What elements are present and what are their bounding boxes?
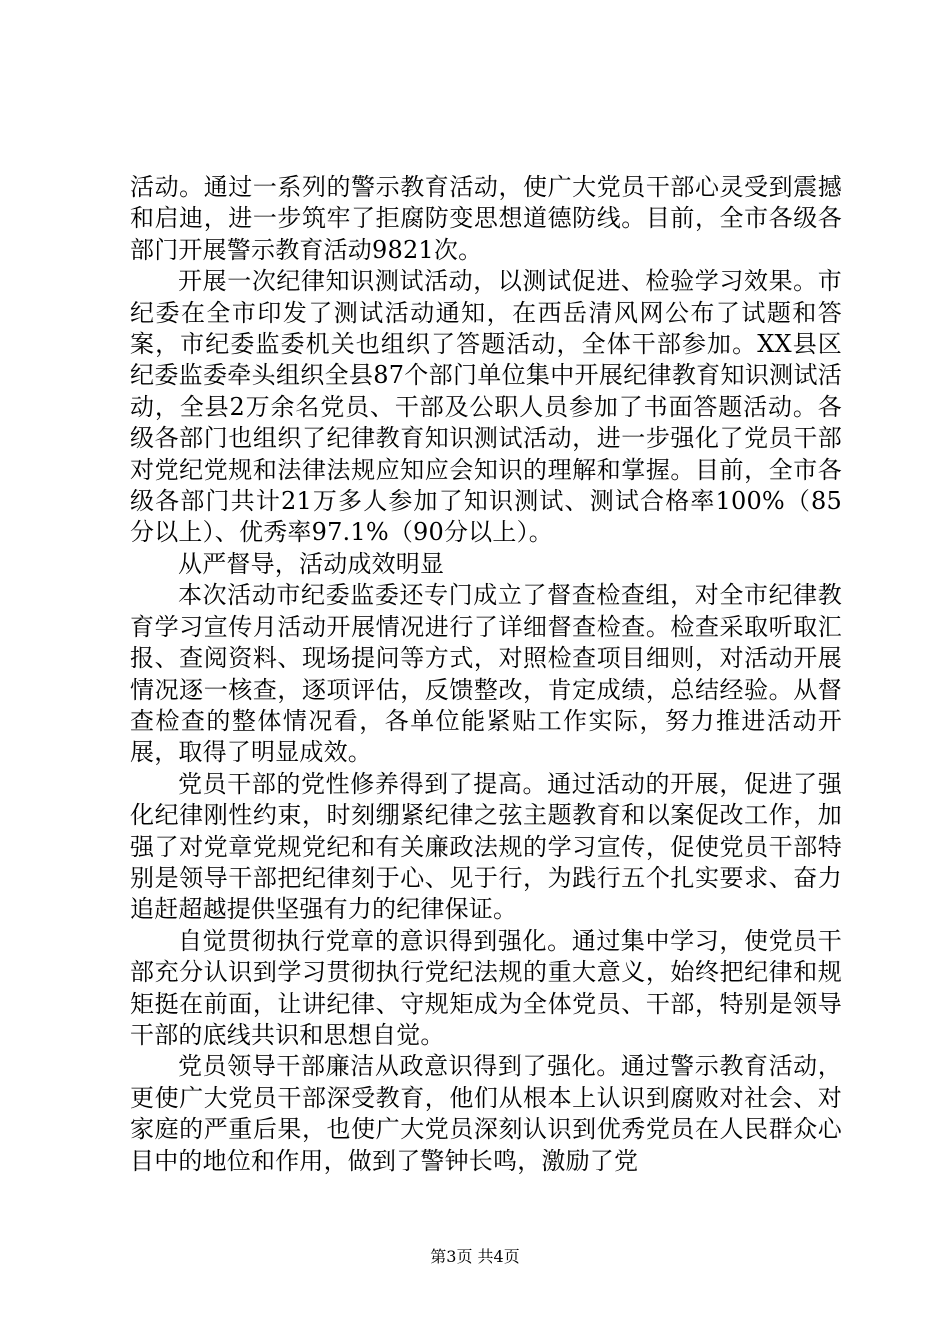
page-footer: 第3页 共4页 [430, 1247, 520, 1266]
paragraph-2: 开展一次纪律知识测试活动，以测试促进、检验学习效果。市纪委在全市印发了测试活动通知，在西岳清风网公布了试题和答案，市纪委监委机关也组织了答题活动，全体干部参加。XX县区纪委监委牵头组织全县87个部门单位集中开展纪律教育知识测试活动，全县2万余名党员、干部及公职人员参加了书面答题活动。各级各部门也组织了纪律教育知识测试活动，进一步强化了党员干部对党纪党规和法律法规应知应会知识的理解和掌握。目前，全市各级各部门共计21万多人参加了知识测试、测试合格率100%（85分以上）、优秀率97.1%（90分以上）。 [130, 267, 842, 547]
paragraph-4: 党员干部的党性修养得到了提高。通过活动的开展，促进了强化纪律刚性约束，时刻绷紧纪律之弦主题教育和以案促改工作，加强了对党章党规党纪和有关廉政法规的学习宣传，促使党员干部特别是领导干部把纪律刻于心、见于行，为践行五个扎实要求、奋力追赶超越提供坚强有力的纪律保证。 [130, 769, 842, 924]
paragraph-3: 本次活动市纪委监委还专门成立了督查检查组，对全市纪律教育学习宣传月活动开展情况进行了详细督查检查。检查采取听取汇报、查阅资料、现场提问等方式，对照检查项目细则，对活动开展情况逐一核查，逐项评估，反馈整改，肯定成绩，总结经验。从督查检查的整体情况看，各单位能紧贴工作实际，努力推进活动开展，取得了明显成效。 [130, 581, 842, 767]
document-body [130, 172, 842, 1177]
paragraph-1: 活动。通过一系列的警示教育活动，使广大党员干部心灵受到震撼和启迪，进一步筑牢了拒腐防变思想道德防线。目前，全市各级各部门开展警示教育活动9821次。 [130, 173, 842, 264]
paragraph-6: 党员领导干部廉洁从政意识得到了强化。通过警示教育活动，更使广大党员干部深受教育，他们从根本上认识到腐败对社会、对家庭的严重后果，也使广大党员深刻认识到优秀党员在人民群众心目中的地位和作用，做到了警钟长鸣，激励了党 [130, 1052, 842, 1175]
paragraph-5: 自觉贯彻执行党章的意识得到强化。通过集中学习，使党员干部充分认识到学习贯彻执行党纪法规的重大意义，始终把纪律和规矩挺在前面，让讲纪律、守规矩成为全体党员、干部，特别是领导干部的底线共识和思想自觉。 [130, 926, 842, 1049]
section-heading: 从严督导，活动成效明显 [178, 549, 445, 578]
